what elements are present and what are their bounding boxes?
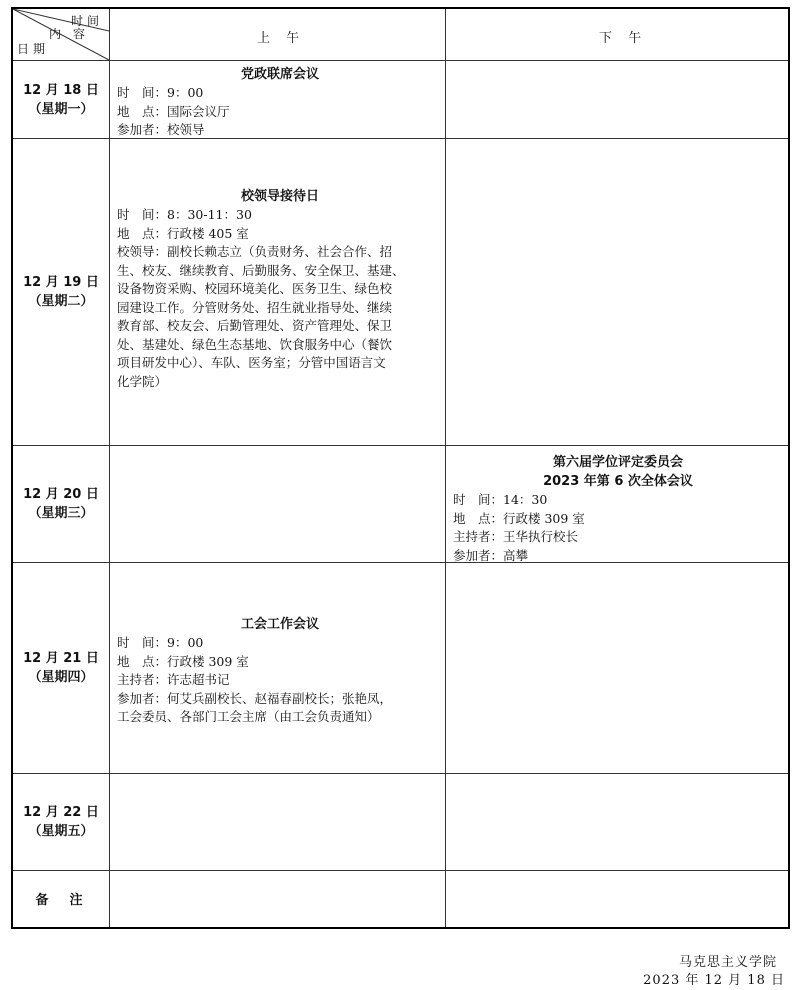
event-detail: 教育部、校友会、后勤管理处、资产管理处、保卫: [117, 318, 393, 333]
date-cell: [13, 446, 109, 562]
event-detail: 地 点：行政楼 405 室: [117, 225, 249, 241]
footer-organization: 马克思主义学院: [678, 955, 777, 970]
morning-event: [117, 65, 443, 140]
date-text: 12 月 19 日: [23, 275, 99, 290]
event-detail: 处、基建处、绿色生态基地、饮食服务中心（餐饮: [117, 336, 393, 352]
event-detail: 主持者：许志超书记: [117, 672, 230, 687]
morning-event: [117, 615, 443, 727]
column-divider-date: [109, 9, 110, 927]
event-detail: 参加者：高攀: [453, 547, 529, 563]
date-cell: [13, 61, 109, 138]
event-title-line-2: 2023 年第 6 次全体会议: [543, 474, 693, 489]
afternoon-event: [453, 453, 783, 565]
event-detail: 项目研发中心）、车队、医务室；分管中国语言文: [117, 355, 386, 370]
column-divider-am-pm: [445, 9, 446, 927]
row-divider-5: [13, 870, 788, 871]
event-detail: 时 间：9：00: [117, 635, 204, 650]
row-divider-4: [13, 773, 788, 774]
morning-event: [117, 187, 443, 391]
header-afternoon: 下 午: [599, 31, 648, 46]
event-title: 工会工作会议: [240, 617, 319, 632]
row-divider-header: [13, 60, 788, 61]
date-text: 12 月 21 日: [23, 651, 99, 666]
event-detail: 园建设工作。分管财务处、招生就业指导处、继续: [117, 299, 393, 315]
event-detail: 参加者：何艾兵副校长、赵福春副校长；张艳凤，: [117, 690, 393, 706]
corner-date-label: 日期: [17, 42, 50, 56]
row-divider-2: [13, 445, 788, 446]
remarks-label: 备 注: [35, 892, 87, 908]
event-detail: 时 间：9：00: [117, 85, 204, 100]
header-morning: 上 午: [257, 31, 306, 46]
event-detail: 地 点：行政楼 309 室: [117, 653, 249, 669]
weekday-text: （星期四）: [28, 670, 94, 685]
date-cell: [13, 774, 109, 870]
event-detail: 主持者：王华执行校长: [453, 529, 579, 544]
weekday-text: （星期二）: [28, 294, 94, 309]
weekday-text: （星期一）: [28, 101, 94, 117]
event-detail: 地 点：国际会议厅: [117, 103, 230, 119]
event-detail: 时 间：14：30: [453, 492, 548, 507]
event-detail: 参加者：校领导: [117, 122, 205, 137]
event-title: 第六届学位评定委员会: [552, 455, 683, 470]
date-cell: [13, 563, 109, 773]
event-detail: 地 点：行政楼 309 室: [453, 510, 585, 526]
event-detail: 时 间：8：30-11：30: [117, 207, 252, 222]
event-detail: 化学院）: [117, 373, 168, 389]
event-title: 校领导接待日: [240, 189, 319, 204]
event-title: 党政联席会议: [240, 67, 319, 82]
event-detail: 生、校友、继续教育、后勤服务、安全保卫、基建、: [117, 262, 405, 278]
date-cell: [13, 139, 109, 445]
weekday-text: （星期三）: [28, 506, 94, 521]
schedule-table: [11, 7, 790, 929]
footer-date: 2023 年 12 月 18 日: [643, 973, 785, 988]
event-detail: 工会委员、各部门工会主席（由工会负责通知）: [117, 709, 380, 724]
date-text: 12 月 20 日: [23, 487, 99, 502]
corner-content-label: 内 容: [49, 27, 89, 41]
event-detail: 校领导：副校长赖志立（负责财务、社会合作、招: [117, 244, 393, 259]
date-text: 12 月 22 日: [23, 805, 99, 820]
event-detail: 设备物资采购、校园环境美化、医务卫生、绿色校: [117, 281, 393, 296]
corner-time-label: 时间: [71, 14, 104, 28]
weekday-text: （星期五）: [28, 824, 94, 839]
date-text: 12 月 18 日: [23, 82, 99, 98]
